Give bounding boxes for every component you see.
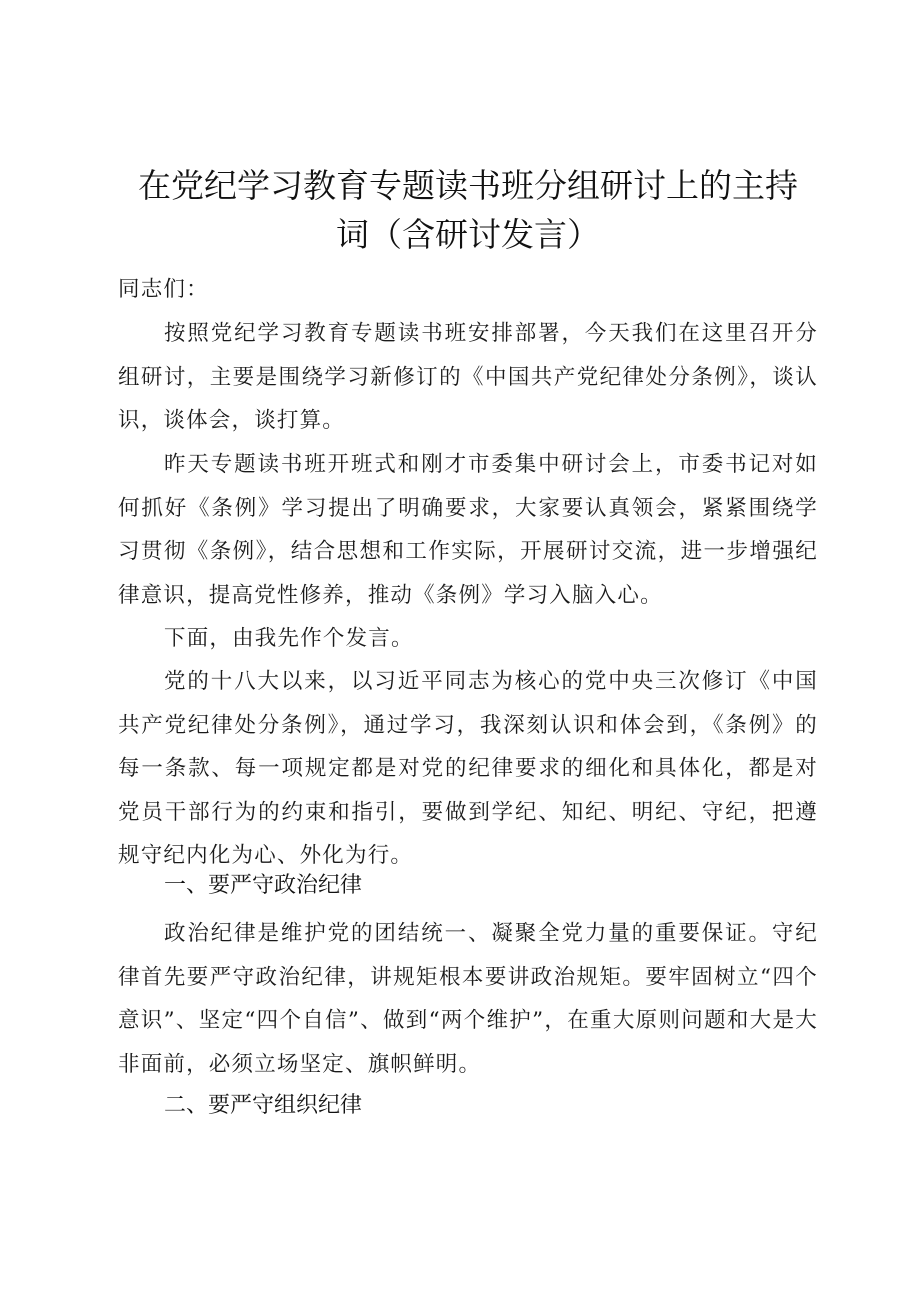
document-title-line-1: 在党纪学习教育专题读书班分组研讨上的主持 [138,166,798,205]
paragraph-understanding: 党的十八大以来，以习近平同志为核心的党中央三次修订《中国共产党纪律处分条例》，通过学习，我深刻认识和体会到，《条例》的每一条款、每一项规定都是对党的纪律要求的细化和具体化，都是对党员干部行为的约束和指引，要做到学纪、知纪、明纪、守纪，把遵规守纪内化为心、外化为行。 [118,669,818,869]
paragraph-opening: 按照党纪学习教育专题读书班安排部署，今天我们在这里召开分组研讨，主要是围绕学习新修订的《中国共产党纪律处分条例》，谈认识，谈体会，谈打算。 [118,321,818,434]
salutation: 同志们： [118,277,209,302]
paragraph-speech-intro: 下面，由我先作个发言。 [164,626,414,651]
section-heading-organizational-discipline: 二、要严守组织纪律 [164,1093,363,1118]
document-title-line-2: 词（含研讨发言） [336,215,600,254]
paragraph-requirements: 昨天专题读书班开班式和刚才市委集中研讨会上，市委书记对如何抓好《条例》学习提出了明确要求，大家要认真领会，紧紧围绕学习贯彻《条例》，结合思想和工作实际，开展研讨交流，进一步增强纪律意识，提高党性修养，推动《条例》学习入脑入心。 [118,452,818,608]
paragraph-political-discipline: 政治纪律是维护党的团结统一、凝聚全党力量的重要保证。守纪律首先要严守政治纪律，讲规矩根本要讲政治规矩。要牢固树立“四个意识”、坚定“四个自信”、做到“两个维护”，在重大原则问题和大是大非面前，必须立场坚定、旗帜鲜明。 [118,921,818,1077]
section-heading-political-discipline: 一、要严守政治纪律 [164,873,363,898]
